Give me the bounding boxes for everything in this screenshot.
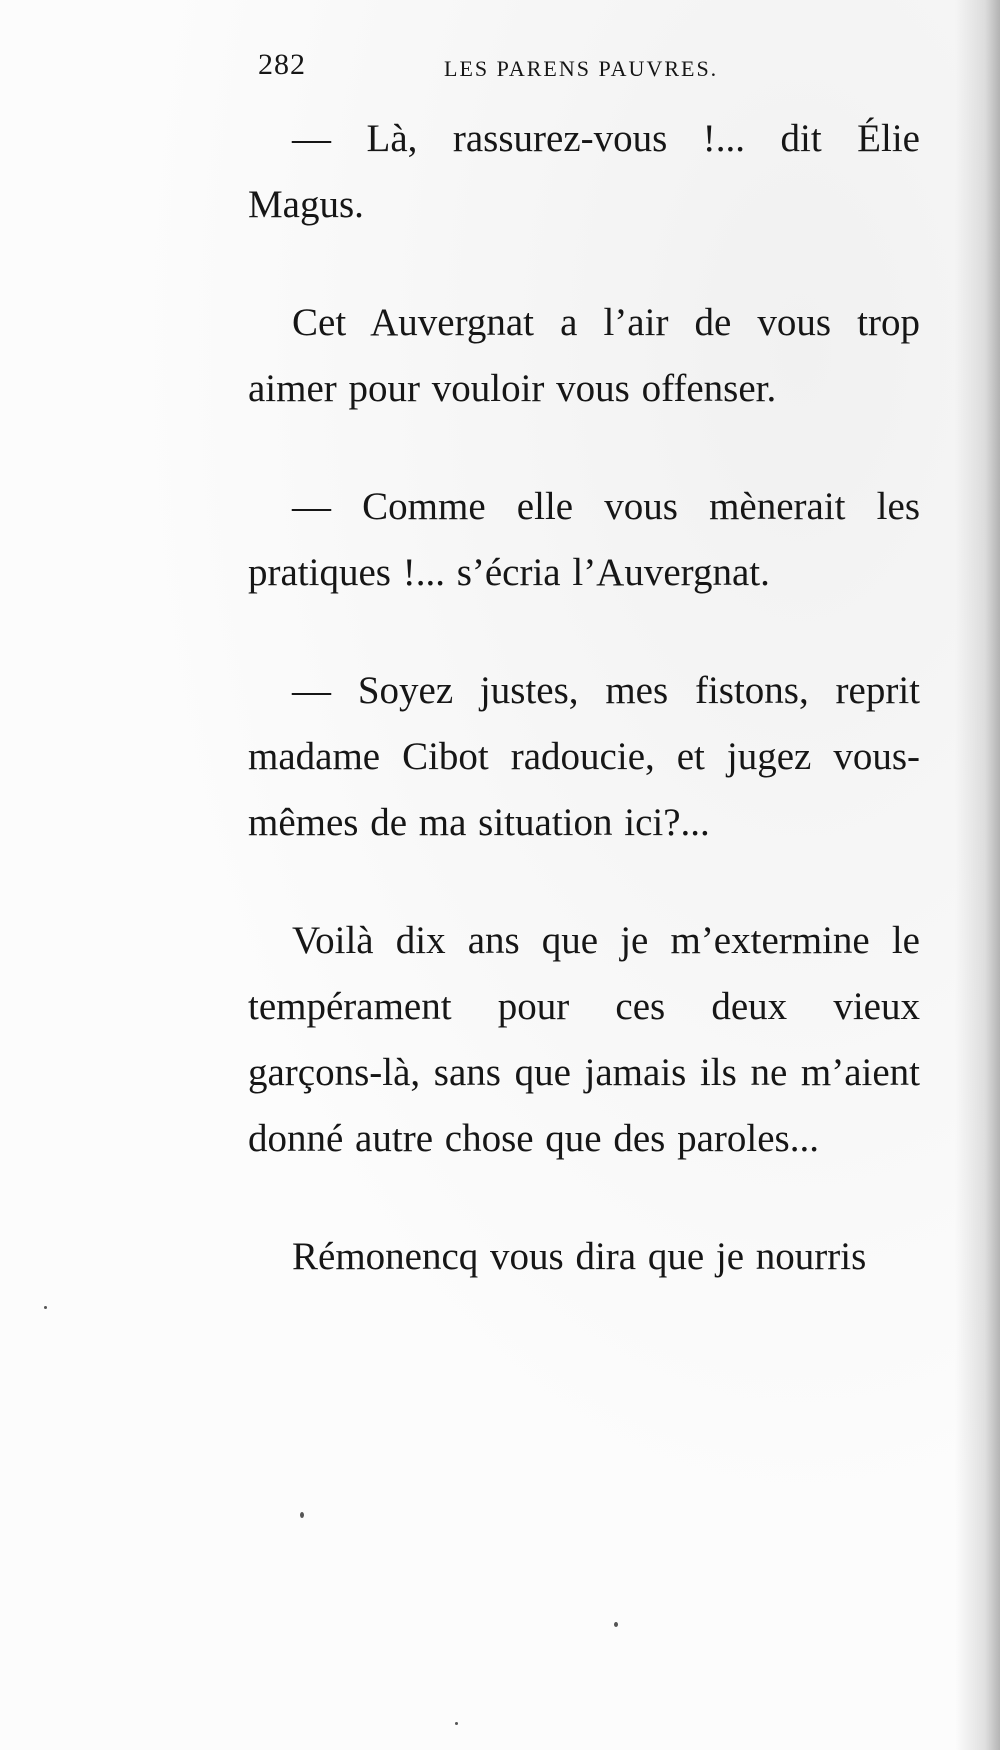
paragraph: Cet Auvergnat a l’air de vous trop aimer pour vouloir vous offenser. — [248, 301, 920, 410]
paragraph: — Soyez justes, mes fistons, reprit madame Cibot radoucie, et jugez vous-mêmes de ma situation ici?... — [248, 669, 920, 844]
running-title: LES PARENS PAUVRES. — [444, 56, 719, 81]
paragraph: — Comme elle vous mènerait les pratiques !... s’écria l’Auvergnat. — [248, 485, 920, 594]
paragraph: — Là, rassurez-vous !... dit Élie Magus. — [248, 117, 920, 226]
paragraph: Voilà dix ans que je m’extermine le tempérament pour ces deux vieux garçons-là, sans que jamais ils ne m’aient donné autre chose que des paroles... — [248, 919, 920, 1160]
paper-speck — [300, 1512, 304, 1518]
page-number: 282 — [258, 48, 306, 81]
paper-speck — [44, 1306, 47, 1309]
paper-speck — [455, 1722, 458, 1725]
page-header — [258, 48, 770, 88]
paragraph: Rémonencq vous dira que je nourris — [292, 1235, 867, 1278]
body-text — [248, 106, 920, 1290]
paper-speck — [614, 1622, 618, 1627]
